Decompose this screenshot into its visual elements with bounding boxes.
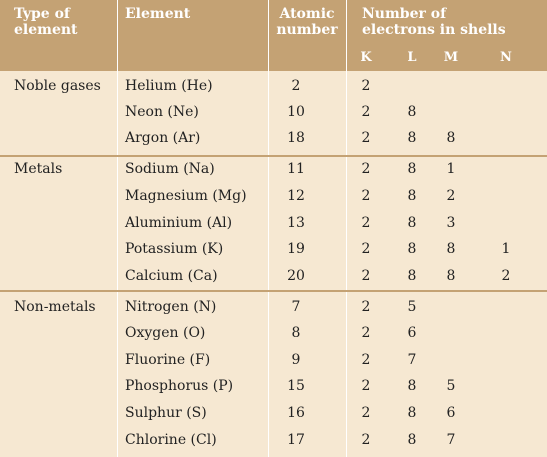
- table-row: [0, 401, 547, 427]
- shell-k-value: 2: [361, 268, 371, 284]
- shell-k-value: 2: [361, 188, 371, 204]
- shell-m-value: 2: [446, 188, 456, 204]
- header-electrons: [362, 6, 506, 38]
- shell-l-value: 8: [407, 268, 417, 284]
- element-name: Sulphur (S): [125, 405, 207, 421]
- shell-k-value: 2: [361, 352, 371, 368]
- header-type: [14, 6, 78, 38]
- shell-l-value: 8: [407, 241, 417, 257]
- shell-n-value: 1: [501, 241, 511, 257]
- header-element: Element: [125, 6, 191, 22]
- table-row: [0, 184, 547, 210]
- header-shell-k: K: [360, 50, 372, 65]
- shell-k-value: 2: [361, 130, 371, 146]
- element-name: Fluorine (F): [125, 352, 211, 368]
- shell-k-value: 2: [361, 432, 371, 448]
- element-name: Chlorine (Cl): [125, 432, 217, 448]
- table-row: [0, 74, 547, 100]
- shell-k-value: 2: [361, 378, 371, 394]
- element-name: Potassium (K): [125, 241, 224, 257]
- table-row: [0, 321, 547, 347]
- element-name: Calcium (Ca): [125, 268, 218, 284]
- shell-m-value: 6: [446, 405, 456, 421]
- atomic-number: 19: [287, 241, 305, 257]
- shell-m-value: 8: [446, 241, 456, 257]
- group-type-non-metals: Non-metals: [14, 299, 96, 315]
- table-row: [0, 100, 547, 126]
- atomic-number: 13: [287, 215, 305, 231]
- element-name: Neon (Ne): [125, 104, 199, 120]
- shell-l-value: 8: [407, 104, 417, 120]
- atomic-number: 8: [291, 325, 301, 341]
- shell-l-value: 6: [407, 325, 417, 341]
- element-name: Aluminium (Al): [125, 215, 233, 231]
- table-row: [0, 157, 547, 183]
- table-row: [0, 428, 547, 454]
- shell-m-value: 3: [446, 215, 456, 231]
- table-row: [0, 237, 547, 263]
- atomic-number: 16: [287, 405, 305, 421]
- header-electrons-line2: electrons in shells: [362, 22, 506, 38]
- shell-m-value: 5: [446, 378, 456, 394]
- element-name: Phosphorus (P): [125, 378, 234, 394]
- shell-k-value: 2: [361, 405, 371, 421]
- shell-m-value: 8: [446, 130, 456, 146]
- shell-k-value: 2: [361, 215, 371, 231]
- header-type-line1: Type of: [14, 6, 70, 22]
- group-divider: [0, 290, 547, 292]
- atomic-number: 10: [287, 104, 305, 120]
- shell-l-value: 8: [407, 432, 417, 448]
- shell-n-value: 2: [501, 268, 511, 284]
- atomic-number: 15: [287, 378, 305, 394]
- shell-l-value: 8: [407, 188, 417, 204]
- header-atomic-line1: Atomic: [279, 6, 335, 22]
- table-row: [0, 211, 547, 237]
- shell-l-value: 7: [407, 352, 417, 368]
- table-row: [0, 126, 547, 152]
- header-atomic-line2: number: [276, 22, 338, 38]
- element-name: Magnesium (Mg): [125, 188, 247, 204]
- atomic-number: 9: [291, 352, 301, 368]
- group-type-noble-gases: Noble gases: [14, 78, 101, 94]
- shell-l-value: 5: [407, 299, 417, 315]
- header-electrons-line1: Number of: [362, 6, 447, 22]
- shell-l-value: 8: [407, 405, 417, 421]
- table-row: [0, 264, 547, 290]
- element-name: Nitrogen (N): [125, 299, 217, 315]
- shell-k-value: 2: [361, 104, 371, 120]
- element-name: Helium (He): [125, 78, 213, 94]
- header-shell-l: L: [407, 50, 417, 65]
- element-name: Argon (Ar): [125, 130, 201, 146]
- table-row: [0, 295, 547, 321]
- shell-m-value: 1: [446, 161, 456, 177]
- atomic-number: 12: [287, 188, 305, 204]
- table-header: [0, 0, 547, 71]
- shell-k-value: 2: [361, 78, 371, 94]
- header-shell-m: M: [443, 50, 459, 65]
- group-type-metals: Metals: [14, 161, 63, 177]
- shell-l-value: 8: [407, 215, 417, 231]
- table-row: [0, 348, 547, 374]
- shell-l-value: 8: [407, 130, 417, 146]
- header-type-line2: element: [14, 22, 78, 38]
- shell-l-value: 8: [407, 378, 417, 394]
- element-name: Oxygen (O): [125, 325, 206, 341]
- shell-m-value: 7: [446, 432, 456, 448]
- atomic-number: 17: [287, 432, 305, 448]
- atomic-number: 7: [291, 299, 301, 315]
- shell-k-value: 2: [361, 325, 371, 341]
- atomic-number: 11: [287, 161, 305, 177]
- header-shell-n: N: [500, 50, 512, 65]
- shell-k-value: 2: [361, 241, 371, 257]
- atomic-number: 2: [291, 78, 301, 94]
- element-name: Sodium (Na): [125, 161, 215, 177]
- shell-m-value: 8: [446, 268, 456, 284]
- shell-k-value: 2: [361, 161, 371, 177]
- table-row: [0, 374, 547, 400]
- header-atomic: [272, 6, 342, 38]
- atomic-number: 18: [287, 130, 305, 146]
- atomic-number: 20: [287, 268, 305, 284]
- shell-k-value: 2: [361, 299, 371, 315]
- shell-l-value: 8: [407, 161, 417, 177]
